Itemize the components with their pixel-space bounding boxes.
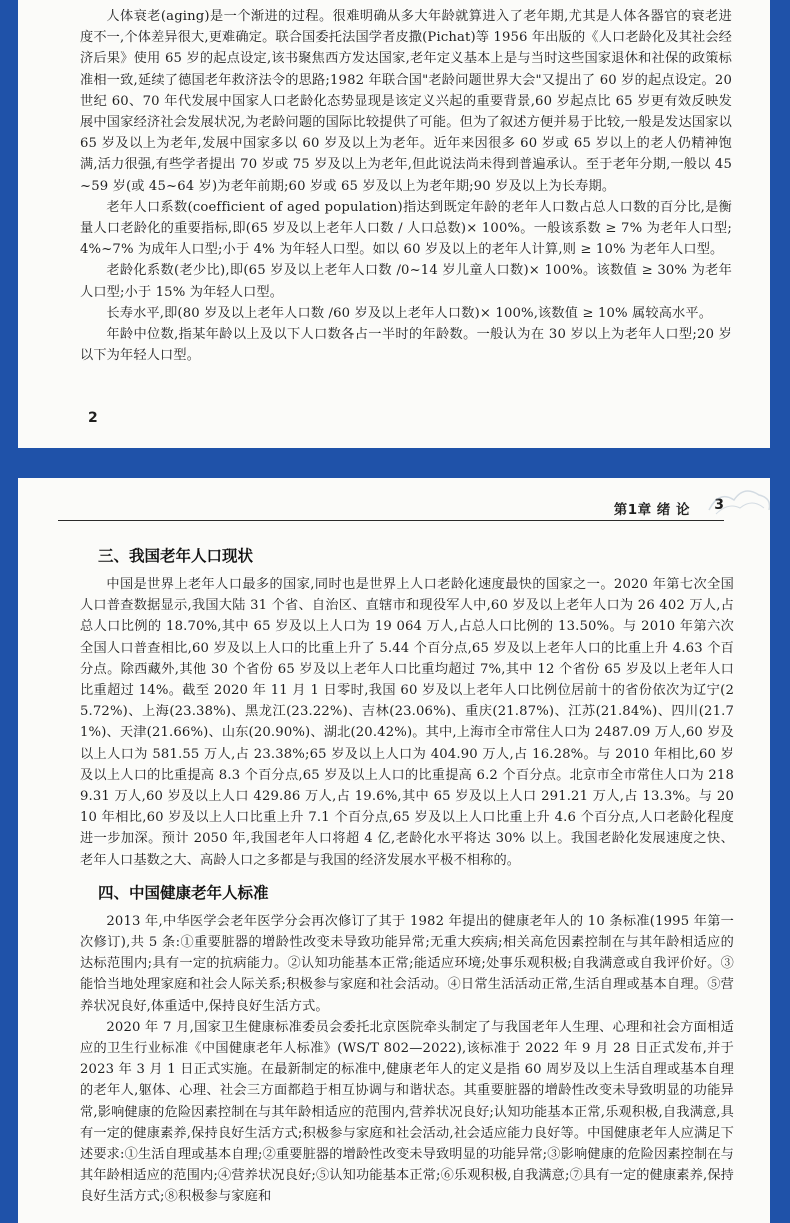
chapter-title: 第1章 绪 论 [613, 502, 690, 518]
cloud-ornament-icon [704, 480, 770, 520]
running-head [58, 494, 724, 521]
paragraph-standard-2013: 2013 年,中华医学会老年医学分会再次修订了其于 1982 年提出的健康老年人的 10 条标准(1995 年第一次修订),共 5 条:①重要脏器的增龄性改变未导致功能异常;无重大疾病;相关高危因素控制在与其年龄相适应的达标范围内;具有一定的抗病能力。②认知功能基本正常;能适应环境;处事乐观积极;自我满意或自我评价好。③能恰当地处理家庭和社会人际关系;积极参与家庭和社会活动。④日常生活活动正常,生活自理或基本自理。⑤营养状况良好,体重适中,保持良好生活方式。 [80, 913, 734, 1014]
section-heading-elderly-status: 三、我国老年人口现状 [98, 547, 254, 565]
top-page [18, 0, 770, 448]
bottom-page [18, 478, 770, 1223]
page-number-left: 2 [88, 410, 98, 426]
paragraph-population-status: 中国是世界上老年人口最多的国家,同时也是世界上人口老龄化速度最快的国家之一。2020 年第七次全国人口普查数据显示,我国大陆 31 个省、自治区、直辖市和现役军人中,60 岁及以上老年人口为 26 402 万人,占总人口比例的 18.70%,其中 65 岁及以上人口为 19 064 万人,占总人口比例的 13.50%。与 2010 年第六次全国人口普查相比,60 岁及以上人口的比重上升了 5.44 个百分点,65 岁及以上老年人口的比重上升 4.63 个百分点。除西藏外,其他 30 个省份 65 岁及以上老年人口比重均超过 7%,其中 12 个省份 65 岁及以上老年人口比重超过 14%。截至 2020 年 11 月 1 日零时,我国 60 岁及以上老年人口比例位居前十的省份依次为辽宁(25.72%)、上海(23.38%)、黑龙江(23.22%)、吉林(23.06%)、重庆(21.87%)、江苏(21.84%)、四川(21.71%)、天津(21.66%)、山东(20.90%)、湖北(20.42%)。其中,上海市全市常住人口为 2487.09 万人,60 岁及以上人口为 581.55 万人,占 23.38%;65 岁及以上人口为 404.90 万人,占 16.28%。与 2010 年相比,60 岁及以上人口的比重提高 8.3 个百分点,65 岁及以上人口的比重提高 6.2 个百分点。北京市全市常住人口为 2189.31 万人,60 岁及以上人口 429.86 万人,占 19.6%,其中 65 岁及以上人口 291.21 万人,占 13.3%。与 2010 年相比,60 岁及以上人口比重上升 7.1 个百分点,65 岁及以上人口比重上升 4.6 个百分点,人口老龄化程度进一步加深。预计 2050 年,我国老年人口将超 4 亿,老龄化水平将达 30% 以上。我国老龄化发展速度之快、老年人口基数之大、高龄人口之多都是与我国的经济发展水平极不相称的。 [80, 577, 734, 868]
paragraph-aging: 人体衰老(aging)是一个渐进的过程。很难明确从多大年龄就算进入了老年期,尤其是人体各器官的衰老进度不一,个体差异很大,更难确定。联合国委托法国学者皮撒(Pichat)等 1956 年出版的《人口老龄化及其社会经济后果》使用 65 岁的起点设定,该书聚焦西方发达国家,老年定义基本上是与当时这些国家退休和社保的政策标准相一致,延续了德国老年救济法令的思路;1982 年联合国"老龄问题世界大会"又提出了 60 岁的起点设定。20 世纪 60、70 年代发展中国家人口老龄化态势显现是该定义兴起的重要背景,60 岁起点比 65 岁更有效反映发展中国家经济社会发展状况,为老龄问题的国际比较提供了可能。但为了叙述方便并易于比较,一般是发达国家以 65 岁及以上为老年,发展中国家多以 60 岁及以上为老年。近年来因很多 60 岁或 65 岁以上的老人仍精神饱满,活力很强,有些学者提出 70 岁或 75 岁及以上为老年,但此说法尚未得到普遍承认。至于老年分期,一般以 45~59 岁(或 45~64 岁)为老年前期;60 岁或 65 岁及以上为老年期;90 岁及以上为长寿期。 [80, 9, 732, 194]
bottom-content [80, 544, 734, 1208]
paragraph-aged-coefficient: 老年人口系数(coefficient of aged population)指达到既定年龄的老年人口数占总人口数的百分比,是衡量人口老龄化的重要指标,即(65 岁及以上老年人口数 / 人口总数)× 100%。一般该系数 ≥ 7% 为老年人口型;4%~7% 为成年人口型;小于 4% 为年轻人口型。如以 60 岁及以上的老年人计算,则 ≥ 10% 为老年人口型。 [80, 199, 732, 258]
page-number-right: 3 [714, 497, 724, 513]
paragraph-median-age: 年龄中位数,指某年龄以上及以下人口数各占一半时的年龄数。一般认为在 30 岁以上为老年人口型;20 岁以下为年轻人口型。 [80, 327, 732, 364]
paragraph-standard-2020: 2020 年 7 月,国家卫生健康标准委员会委托北京医院牵头制定了与我国老年人生理、心理和社会方面相适应的卫生行业标准《中国健康老年人标准》(WS/T 802—2022),该标准于 2022 年 9 月 28 日正式发布,并于 2023 年 3 月 1 日正式实施。在最新制定的标准中,健康老年人的定义是指 60 周岁及以上生活自理或基本自理的老年人,躯体、心理、社会三方面都趋于相互协调与和谐状态。其重要脏器的增龄性改变未导致明显的功能异常,影响健康的危险因素控制在与其年龄相适应的范围内,营养状况良好;认知功能基本正常,乐观积极,自我满意,具有一定的健康素养,保持良好生活方式;积极参与家庭和社会活动,社会适应能力良好等。中国健康老年人应满足下述要求:①生活自理或基本自理;②重要脏器的增龄性改变未导致明显的功能异常;③影响健康的危险因素控制在与其年龄相适应的范围内;④营养状况良好;⑤认知功能基本正常;⑥乐观积极,自我满意;⑦具有一定的健康素养,保持良好生活方式;⑧积极参与家庭和 [80, 1019, 734, 1205]
paragraph-aging-index: 老龄化系数(老少比),即(65 岁及以上老年人口数 /0~14 岁儿童人口数)× 100%。该数值 ≥ 30% 为老年人口型;小于 15% 为年轻人口型。 [80, 263, 732, 300]
paragraph-longevity: 长寿水平,即(80 岁及以上老年人口数 /60 岁及以上老年人口数)× 100%,该数值 ≥ 10% 属较高水平。 [106, 305, 713, 321]
section-heading-health-standard: 四、中国健康老年人标准 [98, 883, 269, 902]
